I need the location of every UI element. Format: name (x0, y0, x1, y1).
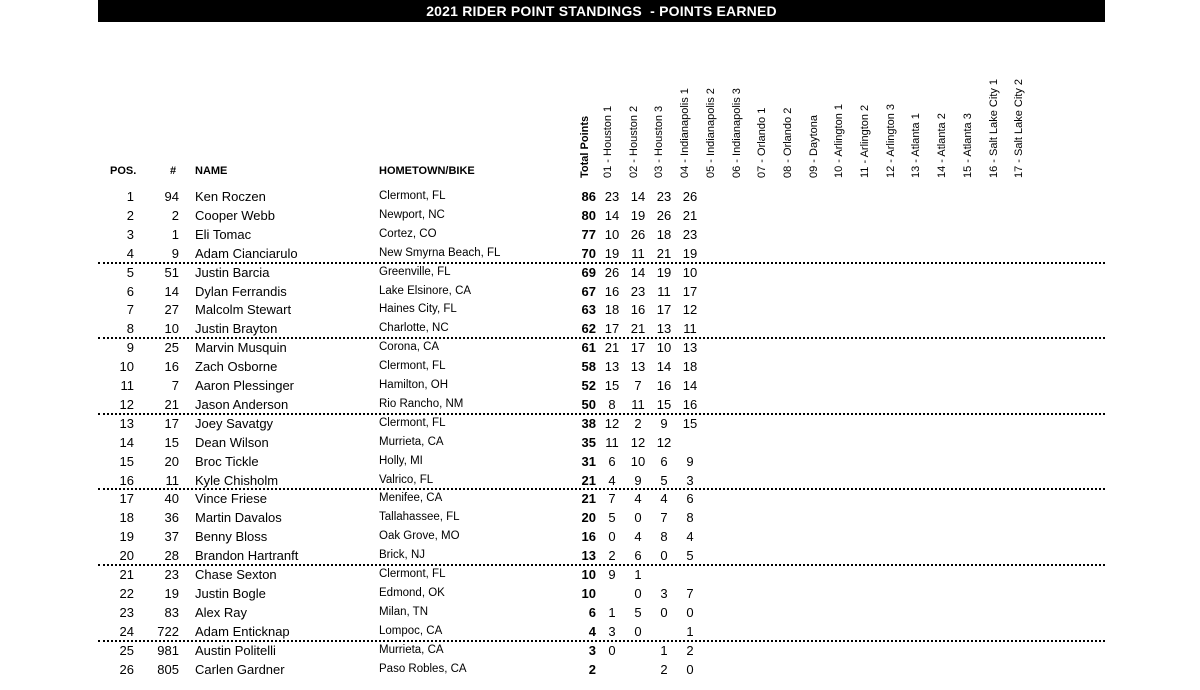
round-points: 26 (656, 207, 672, 223)
round-points: 9 (660, 415, 668, 431)
rider-number: 17 (164, 415, 179, 431)
round-points: 18 (682, 359, 698, 375)
round-points: 11 (605, 434, 619, 450)
rider-number: 10 (164, 321, 179, 337)
rider-hometown: Murrieta, CA (379, 435, 444, 448)
header-pos: POS. (110, 165, 137, 177)
rider-position: 2 (126, 207, 134, 223)
round-points: 12 (656, 434, 672, 450)
rider-hometown: Charlotte, NC (379, 322, 449, 335)
rider-name: Kyle Chisholm (195, 472, 279, 488)
round-points: 13 (682, 340, 698, 356)
rider-position: 3 (126, 226, 134, 242)
rider-total-points: 21 (581, 472, 596, 488)
rider-total-points: 20 (581, 510, 596, 526)
rider-name: Martin Davalos (195, 510, 282, 526)
round-points: 0 (634, 623, 642, 639)
rider-number: 19 (164, 585, 179, 601)
round-points: 6 (634, 548, 642, 564)
rider-total-points: 4 (588, 623, 596, 639)
table-row (100, 433, 720, 452)
rider-number: 20 (164, 453, 179, 469)
rider-hometown: Hamilton, OH (379, 379, 449, 391)
round-points: 0 (608, 529, 616, 545)
rider-hometown: Haines City, FL (379, 303, 457, 316)
rider-hometown: Holly, MI (379, 454, 423, 467)
round-points: 11 (631, 396, 645, 412)
rider-position: 8 (126, 321, 134, 337)
round-points: 19 (656, 264, 672, 280)
round-points: 15 (656, 396, 672, 412)
round-points: 8 (608, 396, 616, 412)
rider-name: Justin Bogle (195, 585, 266, 601)
table-row (100, 489, 720, 508)
rider-position: 1 (126, 189, 134, 204)
rider-hometown: Rio Rancho, NM (379, 397, 464, 410)
round-points: 19 (682, 245, 698, 261)
rider-hometown: Paso Robles, CA (379, 662, 467, 675)
rider-hometown: Menifee, CA (379, 492, 443, 505)
round-points: 18 (656, 226, 672, 242)
round-points: 8 (660, 529, 668, 545)
round-points: 5 (686, 548, 694, 564)
round-header: 02 - Houston 2 (627, 105, 640, 178)
rider-hometown: Clermont, FL (379, 568, 446, 580)
round-points: 9 (634, 472, 642, 488)
table-row (100, 244, 720, 263)
rider-name: Vince Friese (195, 491, 268, 507)
rider-position: 19 (119, 529, 134, 545)
header-name: NAME (195, 165, 228, 177)
table-row (100, 338, 720, 357)
rider-total-points: 3 (588, 642, 596, 658)
rider-name: Dean Wilson (195, 434, 269, 450)
rider-total-points: 10 (581, 585, 596, 601)
round-points: 10 (656, 340, 672, 356)
rider-hometown: Milan, TN (379, 605, 428, 618)
round-points: 23 (630, 283, 646, 299)
table-row (100, 263, 720, 282)
rider-total-points: 62 (581, 321, 596, 337)
round-header: 04 - Indianapolis 1 (679, 88, 692, 178)
rider-name: Marvin Musquin (195, 340, 287, 356)
round-points: 1 (660, 642, 668, 658)
round-points: 14 (604, 207, 620, 223)
round-points: 3 (660, 585, 668, 601)
rider-position: 18 (119, 510, 134, 526)
rider-name: Dylan Ferrandis (195, 283, 287, 299)
table-row (100, 641, 720, 660)
rider-hometown: Brick, NJ (379, 549, 425, 562)
header-total-points: Total Points (579, 115, 591, 178)
round-points: 26 (682, 189, 698, 204)
round-points: 5 (660, 472, 668, 488)
round-points: 10 (682, 264, 698, 280)
rider-hometown: Oak Grove, MO (379, 530, 460, 543)
rider-total-points: 52 (581, 378, 596, 393)
table-row (100, 357, 720, 376)
round-points: 0 (686, 604, 694, 620)
rider-name: Eli Tomac (195, 226, 252, 242)
round-points: 15 (604, 378, 620, 393)
rider-total-points: 31 (581, 453, 596, 469)
round-header: 16 - Salt Lake City 1 (987, 78, 1000, 178)
table-row (100, 584, 720, 603)
round-points: 6 (608, 453, 616, 469)
round-header: 17 - Salt Lake City 2 (1013, 78, 1026, 178)
rider-name: Carlen Gardner (195, 661, 285, 677)
rider-number: 981 (157, 642, 179, 658)
round-points: 11 (657, 283, 671, 299)
round-points: 0 (634, 585, 642, 601)
round-points: 7 (608, 491, 616, 507)
header-number: # (170, 165, 177, 177)
table-row (100, 452, 720, 471)
rider-name: Austin Politelli (195, 642, 276, 658)
round-points: 1 (608, 604, 616, 620)
round-points: 10 (604, 226, 620, 242)
rider-position: 5 (126, 264, 134, 280)
rider-name: Benny Bloss (195, 529, 268, 545)
round-header: 14 - Atlanta 2 (936, 113, 949, 178)
rider-position: 15 (119, 453, 134, 469)
round-points: 17 (682, 283, 698, 299)
round-points: 23 (604, 189, 620, 204)
rider-position: 22 (119, 585, 134, 601)
round-points: 6 (686, 491, 694, 507)
rider-position: 10 (119, 359, 134, 375)
round-points: 14 (656, 359, 672, 375)
round-points: 17 (604, 321, 620, 337)
round-points: 7 (686, 585, 694, 601)
rider-name: Alex Ray (195, 604, 248, 620)
rider-number: 51 (164, 264, 179, 280)
rider-hometown: New Smyrna Beach, FL (379, 246, 501, 259)
round-points: 2 (660, 661, 668, 677)
table-row (100, 376, 720, 395)
round-points: 13 (604, 359, 620, 375)
table-row (100, 508, 720, 527)
table-row (100, 527, 720, 546)
rider-hometown: Valrico, FL (379, 473, 434, 486)
rider-position: 16 (119, 472, 134, 488)
rider-number: 25 (164, 340, 179, 356)
round-points: 16 (630, 302, 646, 318)
rider-total-points: 63 (581, 302, 596, 318)
round-points: 6 (660, 453, 668, 469)
rider-hometown: Tallahassee, FL (379, 511, 460, 524)
round-header: 13 - Atlanta 1 (910, 113, 923, 178)
rider-total-points: 77 (581, 226, 596, 242)
rider-total-points: 50 (581, 396, 596, 412)
round-points: 4 (686, 529, 694, 545)
rider-name: Adam Cianciarulo (195, 245, 298, 261)
round-header: 15 - Atlanta 3 (961, 113, 974, 178)
rider-position: 7 (126, 302, 134, 318)
rider-position: 20 (119, 548, 134, 564)
rider-total-points: 10 (581, 567, 596, 582)
rider-hometown: Clermont, FL (379, 360, 446, 373)
round-points: 19 (630, 207, 646, 223)
round-points: 14 (630, 189, 646, 204)
rider-hometown: Lompoc, CA (379, 624, 443, 637)
round-points: 4 (634, 529, 642, 545)
round-points: 26 (604, 264, 620, 280)
round-points: 5 (634, 604, 642, 620)
table-row (100, 622, 720, 641)
rider-number: 805 (157, 661, 179, 677)
round-points: 3 (686, 472, 694, 488)
rider-total-points: 80 (581, 207, 596, 223)
round-points: 12 (630, 434, 646, 450)
round-points: 12 (604, 415, 620, 431)
rider-hometown: Cortez, CO (379, 227, 437, 240)
round-points: 3 (608, 623, 616, 639)
rider-name: Malcolm Stewart (195, 302, 292, 318)
round-points: 21 (630, 321, 646, 337)
round-points: 23 (682, 226, 698, 242)
rider-total-points: 61 (581, 340, 596, 356)
round-points: 11 (631, 245, 645, 261)
rider-hometown: Corona, CA (379, 341, 440, 354)
round-points: 21 (604, 340, 620, 356)
rider-position: 25 (119, 642, 134, 658)
round-points: 18 (604, 302, 620, 318)
round-header: 10 - Arlington 1 (833, 104, 846, 178)
round-header: 12 - Arlington 3 (884, 104, 897, 178)
round-header: 08 - Orlando 2 (781, 107, 794, 178)
rider-number: 1 (171, 226, 179, 242)
table-row (100, 565, 720, 584)
rider-number: 7 (171, 378, 179, 393)
rider-number: 722 (157, 623, 179, 639)
rider-name: Cooper Webb (195, 207, 275, 223)
round-points: 0 (608, 642, 616, 658)
round-points: 26 (630, 226, 646, 242)
round-points: 2 (686, 642, 694, 658)
table-row (100, 471, 720, 490)
rider-position: 26 (119, 661, 134, 677)
standings-title: 2021 RIDER POINT STANDINGS - POINTS EARNED (98, 0, 1105, 22)
round-points: 21 (682, 207, 698, 223)
round-points: 0 (660, 548, 668, 564)
rider-position: 24 (119, 623, 134, 639)
rider-total-points: 58 (581, 359, 596, 375)
rider-hometown: Clermont, FL (379, 190, 446, 202)
rider-position: 12 (119, 396, 134, 412)
rider-position: 14 (119, 434, 134, 450)
rider-total-points: 21 (581, 491, 596, 507)
rider-name: Justin Barcia (195, 264, 270, 280)
rider-name: Jason Anderson (195, 396, 289, 412)
rider-total-points: 86 (581, 189, 596, 204)
rider-number: 36 (164, 510, 179, 526)
round-points: 4 (660, 491, 668, 507)
rider-total-points: 38 (581, 415, 596, 431)
round-header: 09 - Daytona (807, 115, 820, 178)
rider-number: 27 (164, 302, 179, 318)
rider-position: 23 (119, 604, 134, 620)
rider-position: 21 (119, 567, 134, 582)
round-header: 07 - Orlando 1 (756, 107, 769, 178)
rider-name: Brandon Hartranft (195, 548, 299, 564)
rider-number: 40 (164, 491, 179, 507)
rider-number: 16 (164, 359, 179, 375)
round-header: 11 - Arlington 2 (859, 104, 871, 178)
rider-hometown: Lake Elsinore, CA (379, 284, 472, 297)
rider-number: 2 (171, 207, 179, 223)
round-points: 4 (634, 491, 642, 507)
round-header: 05 - Indianapolis 2 (704, 88, 717, 178)
rider-name: Zach Osborne (195, 359, 278, 375)
round-header: 01 - Houston 1 (602, 105, 614, 178)
rider-number: 21 (164, 396, 179, 412)
rider-hometown: Newport, NC (379, 208, 445, 221)
rider-number: 94 (164, 189, 179, 204)
rider-position: 11 (120, 378, 134, 393)
rider-position: 17 (119, 491, 134, 507)
round-points: 16 (656, 378, 672, 393)
rider-total-points: 35 (581, 434, 596, 450)
rider-number: 9 (171, 245, 179, 261)
round-points: 2 (634, 415, 642, 431)
round-header: 03 - Houston 3 (653, 105, 666, 178)
rider-total-points: 13 (581, 548, 596, 564)
round-points: 15 (682, 415, 698, 431)
rider-hometown: Edmond, OK (379, 586, 445, 599)
rider-hometown: Clermont, FL (379, 416, 446, 429)
round-points: 9 (608, 567, 616, 582)
round-points: 1 (686, 623, 694, 639)
round-points: 1 (634, 567, 642, 582)
table-row (100, 319, 720, 338)
round-points: 11 (683, 321, 697, 337)
rider-number: 15 (164, 434, 179, 450)
rider-name: Chase Sexton (195, 567, 277, 582)
round-points: 16 (682, 396, 698, 412)
round-points: 17 (630, 340, 646, 356)
rider-name: Joey Savatgy (195, 415, 274, 431)
table-row (100, 300, 720, 319)
round-points: 14 (682, 378, 698, 393)
rider-total-points: 70 (581, 245, 596, 261)
round-points: 19 (604, 245, 620, 261)
rider-total-points: 67 (581, 283, 596, 299)
rider-number: 11 (165, 472, 179, 488)
round-points: 0 (634, 510, 642, 526)
round-points: 8 (686, 510, 694, 526)
rider-total-points: 69 (581, 264, 596, 280)
round-points: 5 (608, 510, 616, 526)
table-row (100, 187, 720, 206)
rider-position: 4 (126, 245, 134, 261)
round-points: 9 (686, 453, 694, 469)
rider-number: 14 (164, 283, 179, 299)
round-points: 12 (682, 302, 698, 318)
rider-name: Adam Enticknap (195, 623, 290, 639)
table-row (100, 395, 720, 414)
rider-name: Justin Brayton (195, 321, 278, 337)
rider-position: 13 (119, 415, 134, 431)
round-points: 23 (656, 189, 672, 204)
round-points: 0 (660, 604, 668, 620)
table-row (100, 414, 720, 433)
rider-total-points: 2 (588, 661, 596, 677)
rider-total-points: 6 (588, 604, 596, 620)
round-points: 14 (630, 264, 646, 280)
round-header: 06 - Indianapolis 3 (730, 88, 743, 178)
table-row (100, 206, 720, 225)
table-row (100, 225, 720, 244)
round-points: 10 (630, 453, 646, 469)
rider-position: 6 (126, 283, 134, 299)
rider-number: 37 (164, 529, 179, 545)
rider-name: Ken Roczen (195, 189, 266, 204)
rider-number: 28 (164, 548, 179, 564)
rider-name: Broc Tickle (195, 453, 259, 469)
rider-number: 23 (164, 567, 179, 582)
table-row (100, 660, 720, 679)
rider-name: Aaron Plessinger (195, 378, 294, 393)
round-points: 2 (608, 548, 616, 564)
round-points: 17 (656, 302, 672, 318)
round-points: 21 (656, 245, 672, 261)
round-points: 4 (608, 472, 616, 488)
round-points: 7 (634, 378, 642, 393)
round-points: 13 (630, 359, 646, 375)
rider-hometown: Greenville, FL (379, 265, 451, 278)
rider-hometown: Murrieta, CA (379, 643, 444, 656)
header-hometown: HOMETOWN/BIKE (379, 165, 475, 177)
table-row (100, 546, 720, 565)
round-points: 0 (686, 661, 694, 677)
rider-total-points: 16 (581, 529, 596, 545)
rider-position: 9 (126, 340, 134, 356)
round-points: 13 (656, 321, 672, 337)
table-row (100, 603, 720, 622)
rider-number: 83 (164, 604, 179, 620)
round-points: 16 (604, 283, 620, 299)
table-row (100, 282, 720, 301)
round-points: 7 (660, 510, 668, 526)
